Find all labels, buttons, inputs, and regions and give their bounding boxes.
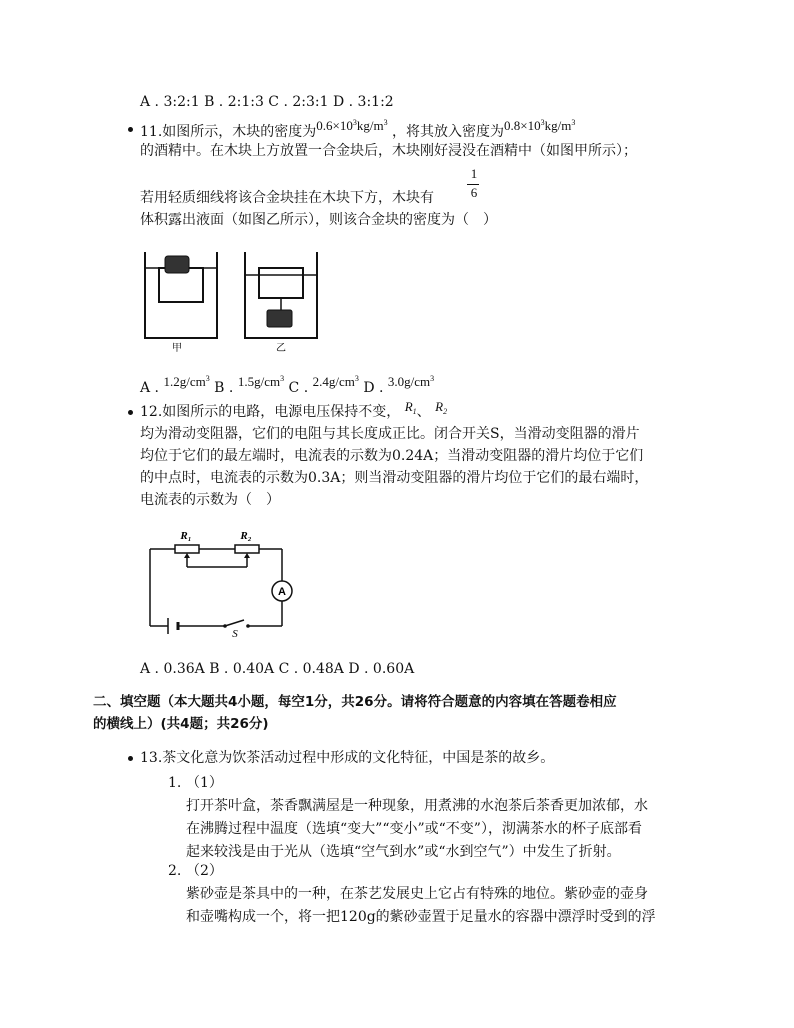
q11-option-a: A . <box>140 380 160 396</box>
q11-option-c-value: $2.4g/cm^3$ <box>312 374 359 389</box>
figure-jia <box>145 252 217 354</box>
alloy-block-jia <box>165 256 189 273</box>
ammeter-label: A <box>278 586 286 598</box>
figure-yi-label: 乙 <box>276 343 286 354</box>
q13-text: 茶文化意为饮茶活动过程中形成的文化特征，中国是茶的故乡。 <box>162 750 555 766</box>
q11-line2: 的酒精中。在木块上方放置一合金块后，木块刚好浸没在酒精中（如图甲所示）； <box>140 143 637 159</box>
q13-sub2-number: 2. <box>168 863 182 879</box>
q12-options: A . 0.36A B . 0.40A C . 0.48A D . 0.60A <box>140 661 415 677</box>
q12-line2: 均为滑动变阻器，它们的电阻与其长度成正比。闭合开关S，当滑动变阻器的滑片 <box>140 426 640 442</box>
figure-yi <box>245 252 317 354</box>
switch-contact <box>246 624 250 628</box>
figure-jia-label: 甲 <box>172 343 182 354</box>
q11-line1 <box>140 120 575 141</box>
section2-title-line2: 的横线上）(共4题；共26分) <box>93 716 269 732</box>
q12-line5: 电流表的示数为（ ） <box>140 492 280 508</box>
q13-number: 13. <box>140 750 163 766</box>
q11-text2: ，将其放入密度为 <box>392 124 505 140</box>
section2-title-line1: 二、填空题（本大题共4小题，每空1分，共26分。请将符合题意的内容填在答题卷相应 <box>93 694 617 710</box>
switch-lever <box>225 620 244 626</box>
q11-number: 11. <box>140 124 163 140</box>
q13-sub1-label: （1） <box>186 775 223 791</box>
q11-figures <box>135 248 375 358</box>
q12-line4: 的中点时，电流表的示数为0.3A；则当滑动变阻器的滑片均位于它们的最右端时， <box>140 470 649 486</box>
q11-option-b: B . <box>214 380 234 396</box>
q11-density-alcohol: $0.8\times 10^3kg/m^3$ <box>504 118 576 133</box>
q12-r1: $R_1$ <box>404 399 417 416</box>
q13-line1 <box>140 749 554 767</box>
bullet-q13 <box>128 756 133 761</box>
q11-density-wood: $0.6\times 10^3kg/m^3$ <box>316 118 388 133</box>
q11-option-d: D . <box>363 380 384 396</box>
q13-sub1-line1: 打开茶叶盒，茶香飘满屋是一种现象，用煮沸的水泡茶后茶香更加浓郁，水 <box>186 798 648 814</box>
resistor-r1 <box>175 545 199 553</box>
q12-text1: 如图所示的电路，电源电压保持不变， <box>162 404 401 420</box>
wood-block-yi <box>259 268 303 298</box>
q13-sub2-line1: 紫砂壶是茶具中的一种，在茶艺发展史上它占有特殊的地位。紫砂壶的壶身 <box>186 886 648 902</box>
q11-text1: 如图所示，木块的密度为 <box>162 124 317 140</box>
q13-sub1-line2: 在沸腾过程中温度（选填“变大”“变小”或“不变”），沏满茶水的杯子底部看 <box>186 821 642 837</box>
q12-r2: $R_2$ <box>435 399 448 416</box>
q13-sub2-line2: 和壶嘴构成一个，将一把120g的紫砂壶置于足量水的容器中漂浮时受到的浮 <box>186 909 656 925</box>
q12-sep: 、 <box>416 404 431 420</box>
q11-options <box>140 376 434 397</box>
q11-option-b-value: $1.5g/cm^3$ <box>237 374 285 389</box>
q13-sub1-number: 1. <box>168 775 182 791</box>
q10-options: A . 3:2:1 B . 2:1:3 C . 2:3:1 D . 3:1:2 <box>140 94 394 110</box>
q11-line3: 若用轻质细线将该合金块挂在木块下方，木块有 <box>140 190 434 206</box>
q11-frac-num: 1 <box>470 166 478 181</box>
q12-circuit <box>140 525 310 645</box>
alloy-block-yi <box>267 310 292 327</box>
q11-option-c: C . <box>288 380 309 396</box>
r1-label: R₁ <box>180 530 192 542</box>
q11-line4: 体积露出液面（如图乙所示），则该合金块的密度为（ ） <box>140 212 497 228</box>
q13-sub1-line3: 起来较浅是由于光从（选填“空气到水”或“水到空气”）中发生了折射。 <box>186 844 621 860</box>
r2-label: R₂ <box>240 530 252 542</box>
q13-sub2-label: （2） <box>186 863 223 879</box>
resistor-r2 <box>235 545 259 553</box>
q12-line3: 均位于它们的最左端时，电流表的示数为0.24A；当滑动变阻器的滑片均位于它们 <box>140 448 644 464</box>
q11-option-a-value: $1.2g/cm^3$ <box>163 374 210 389</box>
bullet-q12 <box>128 410 133 415</box>
q11-frac-den: 6 <box>470 185 478 200</box>
q11-option-d-value: $3.0g/cm^3$ <box>387 374 435 389</box>
q12-number: 12. <box>140 404 163 420</box>
switch-label: S <box>232 628 238 640</box>
bullet-q11 <box>128 127 133 132</box>
q12-line1 <box>140 399 448 426</box>
